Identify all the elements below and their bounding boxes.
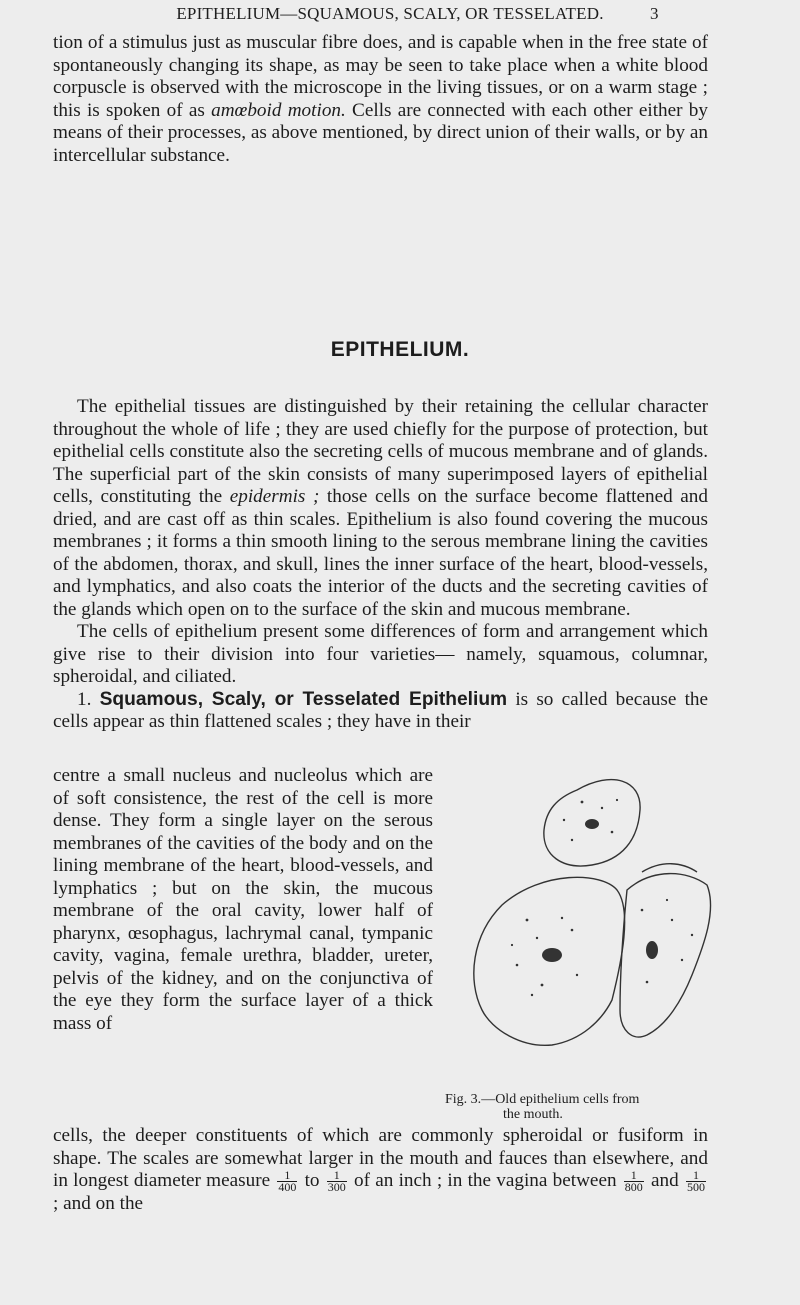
running-head: EPITHELIUM—SQUAMOUS, SCALY, OR TESSELATED. [176, 4, 604, 23]
paragraph-intro [53, 32, 708, 167]
paragraph-squamous-start [53, 689, 708, 734]
fraction-1-800: $\frac{1}{800}$ [624, 1168, 643, 1195]
nucleus-left [542, 948, 562, 962]
figure-caption-line1: —Old epithelium cells from [481, 1092, 640, 1107]
figure-caption-line2: the mouth. [503, 1107, 563, 1122]
paragraph-epithelium-text: The epithelial tissues are distinguished by their retaining the cellular character throughout the whole of life ; they are used chiefly for the purpose of protection, but epithelial cells constitute also the secreting cells of mucous membrane and of glands. The superficial part of the skin consists of many superimposed layers of epithelial cells, constituting the [53, 396, 708, 507]
squamous-size-text: cells, the deeper constituents of which are commonly spheroidal or fusiform in shape. The scales are somewhat larger in the mouth and fauces than elsewhere, and in longest diameter measure [53, 1125, 708, 1191]
epidermis-term: epidermis ; [229, 486, 320, 507]
paragraph-intro-text: tion of a stimulus just as muscular fibre does, and is capable when in the free state of spontaneously changing its shape, as may be seen to take place when a white blood corpuscle is observed with the microscope in the living tissues, or on a warm stage ; this is spoken of as [53, 32, 708, 121]
paragraph-end: ; and on the [53, 1193, 144, 1215]
paragraph-intro-end: Cells are connected with each other either by means of their processes, as above mentioned, by direct union of their walls, or by an intercellular substance. [53, 99, 708, 166]
paragraph-epithelium [53, 396, 708, 734]
figure-caption [445, 1092, 800, 1122]
squamous-title: Squamous, Scaly, or Tesselated Epithelium [99, 688, 508, 710]
connector-and: and [645, 1170, 684, 1191]
cell-outline-right [620, 874, 711, 1037]
fraction-1-500: $\frac{1}{500}$ [686, 1168, 705, 1195]
section-heading: EPITHELIUM. [330, 338, 470, 361]
paragraph-epithelium-end: those cells on the surface become flattened and dried, and are cast off as thin scales. Epithelium is also found covering the mucous membranes ; it forms a thin smooth lining to the serous membrane lining the cavities of the abdomen, thorax, and skull, lines the inner surface of the heart, blood-vessels, and lymphatics, and also coats the interior of the ducts and the secreting cavities of the glands which open on to the surface of the skin and mucous membrane. [53, 486, 708, 620]
page-number: 3 [650, 4, 659, 23]
figure-label: Fig. 3. [445, 1092, 482, 1107]
squamous-intro: is so called because the cells appear as thin flattened scales ; they have in their [53, 688, 709, 732]
paragraph-squamous-end [53, 1125, 708, 1216]
fraction-1-300: $\frac{1}{300}$ [327, 1168, 346, 1195]
connector-to: to [299, 1170, 325, 1191]
vagina-text: of an inch ; in the vagina between [348, 1170, 622, 1191]
item-number: 1. [77, 688, 92, 710]
nucleus-right [646, 941, 658, 959]
nucleus-top [585, 819, 599, 829]
cell-overlap-edge [642, 864, 697, 872]
fraction-1-400: $\frac{1}{400}$ [278, 1168, 297, 1195]
epithelium-cells-figure [442, 760, 712, 1090]
paragraph-varieties: The cells of epithelium present some differences of form and arrangement which give rise to their division into four varieties— namely, squamous, columnar, spheroidal, and ciliated. [53, 621, 708, 687]
paragraph-squamous-wrap: centre a small nucleus and nucleolus which are of soft consistence, the rest of the cell is more dense. They form a single layer on the serous membranes of the cavities of the body and on the lining membrane of the heart, blood-vessels, and lymphatics ; but on the skin, the mucous membrane of the oral cavity, lower half of pharynx, œsophagus, lachrymal canal, tympanic cavity, vagina, female urethra, bladder, ureter, pelvis of the kidney, and on the conjunctiva of the eye they form the surface layer of a thick mass of [53, 765, 433, 1034]
amoeboid-term: amœboid motion. [211, 99, 346, 121]
